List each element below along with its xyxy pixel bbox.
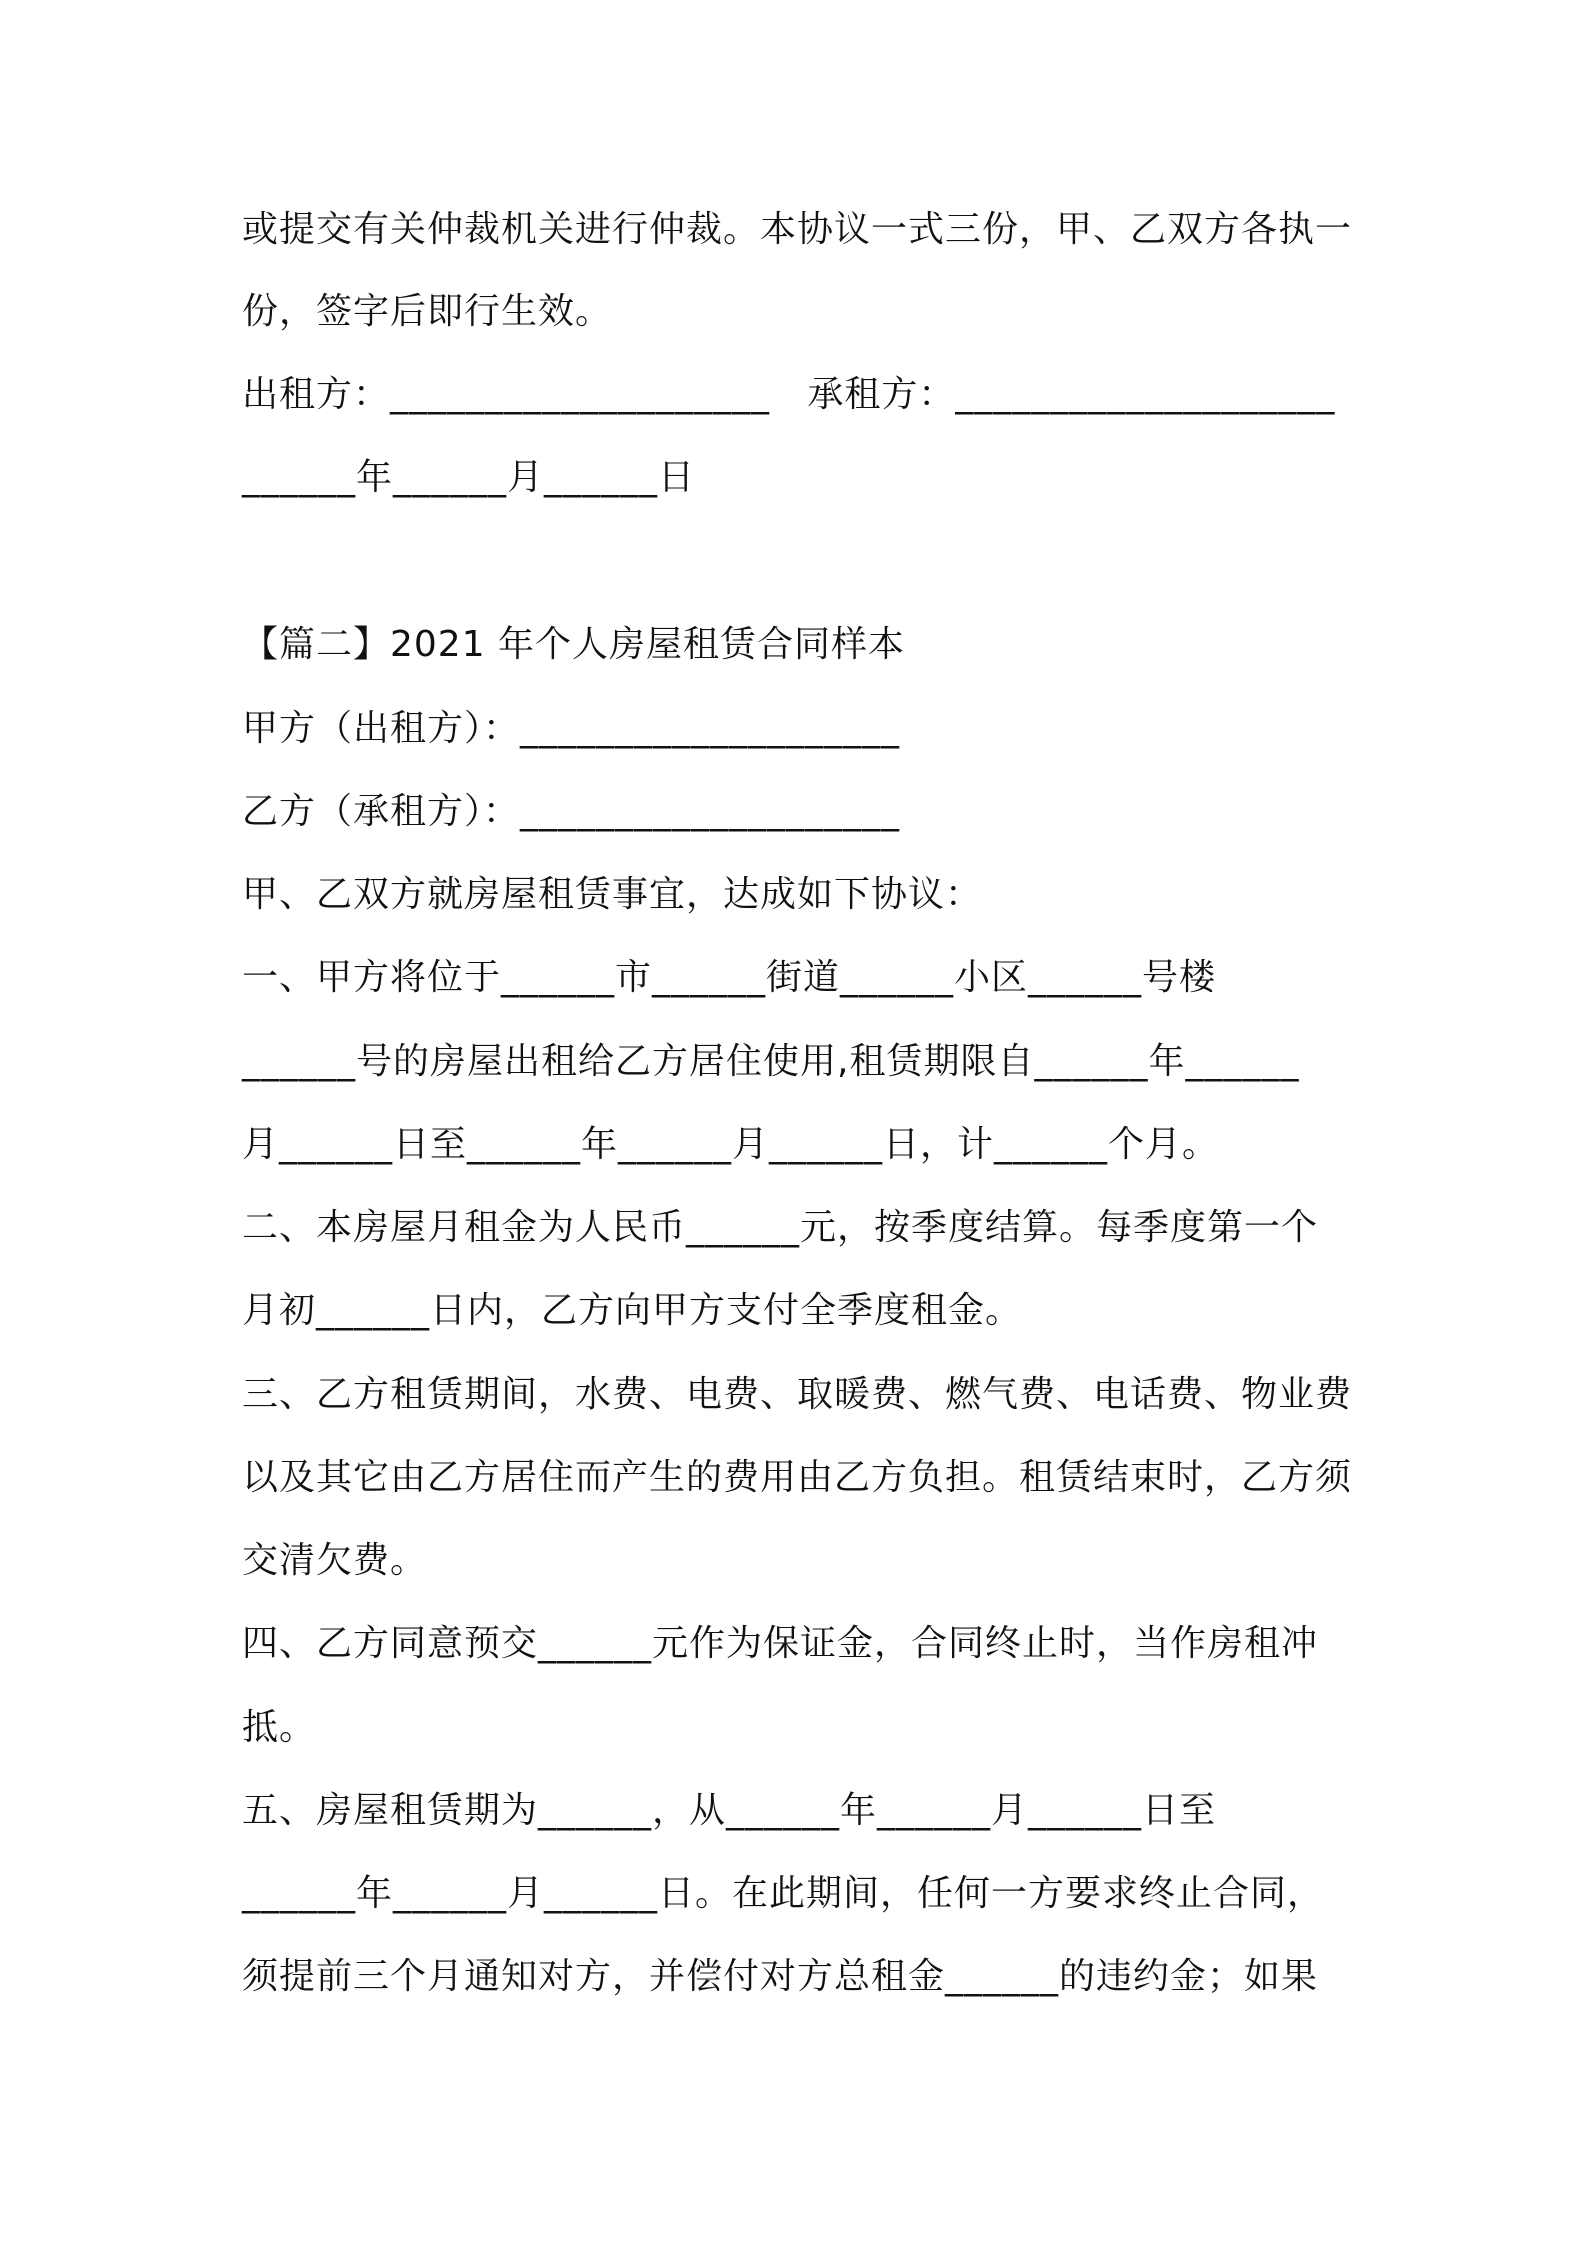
clause-3-line-3: 交清欠费。 [242, 1540, 428, 1581]
clause-2-line-2: 月初______日内，乙方向甲方支付全季度租金。 [242, 1290, 1023, 1331]
clause-5-line-2: ______年______月______日。在此期间，任何一方要求终止合同， [242, 1873, 1325, 1914]
clause-5-line-3: 须提前三个月通知对方，并偿付对方总租金______的违约金；如果 [242, 1956, 1319, 1997]
clause-1-line-1: 一、甲方将位于______市______街道______小区______号楼 [242, 957, 1217, 998]
clause-1-line-2: ______号的房屋出租给乙方居住使用,租赁期限自______年______ [242, 1041, 1300, 1082]
signature-line: 出租方：____________________ 承租方：____________________ [242, 374, 1336, 415]
party-a-line: 甲方（出租方）：____________________ [242, 708, 901, 749]
section-heading: 【篇二】2021 年个人房屋租赁合同样本 [242, 624, 906, 665]
text-line-arbitration: 或提交有关仲裁机关进行仲裁。本协议一式三份，甲、乙双方各执一 [242, 209, 1353, 250]
signature-date-line: ______年______月______日 [242, 457, 695, 498]
clause-5-line-1: 五、房屋租赁期为______，从______年______月______日至 [242, 1790, 1217, 1831]
clause-4-line-1: 四、乙方同意预交______元作为保证金，合同终止时，当作房租冲 [242, 1623, 1319, 1664]
party-b-line: 乙方（承租方）：____________________ [242, 791, 901, 832]
clause-4-line-2: 抵。 [242, 1707, 317, 1748]
clause-1-line-3: 月______日至______年______月______日，计______个月。 [242, 1124, 1220, 1165]
clause-2-line-1: 二、本房屋月租金为人民币______元，按季度结算。每季度第一个 [242, 1207, 1319, 1248]
clause-3-line-1: 三、乙方租赁期间，水费、电费、取暖费、燃气费、电话费、物业费 [242, 1374, 1353, 1415]
text-line-effective: 份，签字后即行生效。 [242, 291, 613, 332]
agreement-intro: 甲、乙双方就房屋租赁事宜，达成如下协议： [242, 874, 983, 915]
clause-3-line-2: 以及其它由乙方居住而产生的费用由乙方负担。租赁结束时，乙方须 [242, 1457, 1353, 1498]
